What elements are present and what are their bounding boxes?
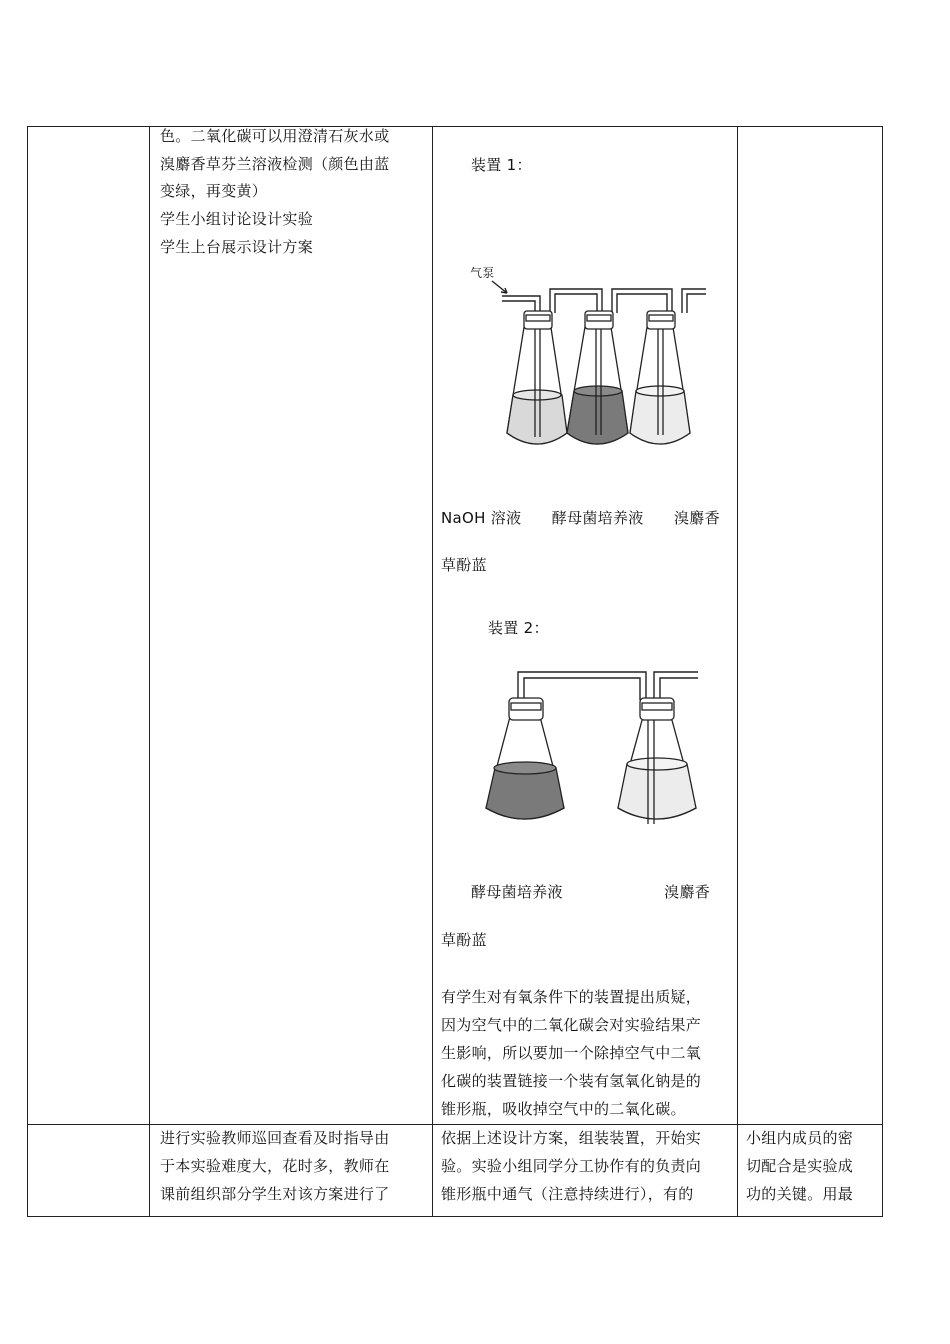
table-top-border bbox=[27, 126, 883, 127]
row1-col3-paragraph-line: 锥形瓶，吸收掉空气中的二氧化碳。 bbox=[441, 1100, 686, 1118]
device2-title: 装置 2： bbox=[488, 619, 549, 637]
device2-caption-line2: 草酚蓝 bbox=[441, 931, 487, 949]
device1-apparatus bbox=[462, 265, 712, 455]
row2-col3-line: 依据上述设计方案，组装装置，开始实 bbox=[441, 1129, 702, 1147]
row1-col2-line: 变绿，再变黄） bbox=[160, 182, 268, 200]
row2-col3-line: 验。实验小组同学分工协作有的负责向 bbox=[441, 1157, 702, 1175]
row2-col4-line: 切配合是实验成 bbox=[746, 1157, 854, 1175]
device2-apparatus bbox=[478, 668, 708, 848]
column-divider-2 bbox=[432, 126, 433, 1217]
row2-col3-line: 锥形瓶中通气（注意持续进行），有的 bbox=[441, 1185, 694, 1203]
row1-col2-line: 学生上台展示设计方案 bbox=[160, 238, 314, 256]
table-right-border bbox=[882, 126, 883, 1217]
row1-col3-paragraph-line: 生影响，所以要加一个除掉空气中二氧 bbox=[441, 1044, 702, 1062]
flask-naoh bbox=[507, 311, 567, 444]
row1-col2-line: 学生小组讨论设计实验 bbox=[160, 210, 314, 228]
row2-col4-line: 功的关键。用最 bbox=[746, 1185, 854, 1203]
row1-col3-paragraph-line: 因为空气中的二氧化碳会对实验结果产 bbox=[441, 1016, 702, 1034]
flask-bromothymol bbox=[630, 311, 690, 444]
flask-yeast-2 bbox=[486, 698, 564, 819]
flask-yeast bbox=[567, 311, 628, 444]
column-divider-3 bbox=[737, 126, 738, 1217]
pump-label: 气泵 bbox=[470, 266, 495, 280]
device1-caption-line2: 草酚蓝 bbox=[441, 556, 487, 574]
row1-col2-line: 色。二氧化碳可以用澄清石灰水或 bbox=[160, 127, 390, 145]
table-left-border bbox=[27, 126, 28, 1217]
device1-caption-line1: NaOH 溶液 酵母菌培养液 溴麝香 bbox=[441, 509, 720, 527]
row2-col2-line: 进行实验教师巡回查看及时指导由 bbox=[160, 1129, 390, 1147]
row1-col2-line: 溴麝香草芬兰溶液检测（颜色由蓝 bbox=[160, 155, 390, 173]
flask-bromothymol-2 bbox=[618, 698, 696, 824]
row2-col2-line: 于本实验难度大，花时多，教师在 bbox=[160, 1157, 390, 1175]
column-divider-1 bbox=[149, 126, 150, 1217]
row2-col2-line: 课前组织部分学生对该方案进行了 bbox=[160, 1185, 390, 1203]
device2-caption-line1: 酵母菌培养液 溴麝香 bbox=[471, 883, 711, 901]
table-bottom-border bbox=[27, 1216, 883, 1217]
row2-col4-line: 小组内成员的密 bbox=[746, 1129, 854, 1147]
row1-col3-paragraph-line: 有学生对有氧条件下的装置提出质疑， bbox=[441, 988, 702, 1006]
device1-title: 装置 1： bbox=[471, 156, 532, 174]
row1-col3-paragraph-line: 化碳的装置链接一个装有氢氧化钠是的 bbox=[441, 1072, 702, 1090]
